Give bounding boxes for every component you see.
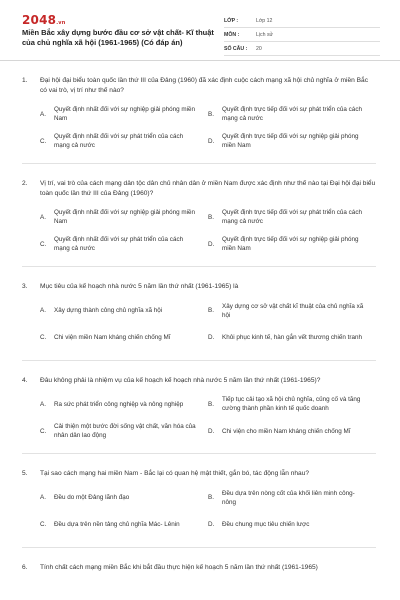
option-letter: C. [40, 427, 47, 435]
option-text: Tiếp tục cải tạo xã hội chủ nghĩa, củng cố và tăng cường thành phần kinh tế quốc doanh [222, 396, 361, 412]
option-letter: D. [208, 334, 215, 341]
option-text: Khôi phục kinh tế, hàn gắn vết thương chiến tranh [222, 334, 362, 341]
option-letter: C. [40, 521, 47, 528]
question-block [0, 376, 400, 455]
question-text [22, 469, 376, 479]
option-letter: C. [40, 240, 47, 248]
question-divider [22, 360, 376, 361]
question-number: 6. [22, 563, 28, 571]
answer-option[interactable] [208, 300, 376, 322]
question-text [22, 376, 376, 386]
answer-option[interactable] [40, 514, 208, 536]
option-text: Đều dựa trên nòng cốt của khối liên minh công- nông [222, 489, 355, 506]
option-letter: D. [208, 521, 215, 528]
meta-row-class [224, 14, 380, 28]
option-text: Quyết định nhất đối với sự phát triển của cách mạng cả nước [54, 133, 184, 149]
answer-option[interactable] [208, 420, 376, 442]
option-letter: C. [40, 137, 47, 145]
question-number: 4. [22, 376, 28, 384]
question-divider [22, 547, 376, 548]
meta-value: Lịch sử [256, 31, 274, 38]
option-text: Đều do một Đảng lãnh đạo [54, 494, 130, 501]
answer-option[interactable] [208, 514, 376, 536]
question-number: 3. [22, 283, 28, 290]
meta-value: 20 [256, 45, 262, 52]
site-logo[interactable] [22, 13, 66, 27]
document-title: Miền Bắc xây dựng bước đầu cơ sở vật chất- Kĩ thuật của chủ nghĩa xã hội (1961-1965) (Có đáp án) [22, 28, 214, 47]
meta-row-subject [224, 28, 380, 42]
meta-value: Lớp 12 [256, 17, 273, 24]
meta-label: LỚP : [224, 17, 239, 24]
meta-row-count [224, 42, 380, 56]
answer-option[interactable] [208, 393, 376, 415]
question-body: Vị trí, vai trò của cách mạng dân tộc dân chủ nhân dân ở miền Nam được xác định như thế nào tại Đại hội đại biểu toàn quốc lần thứ III của Đảng (1960)? [40, 180, 376, 197]
question-body: Đâu không phải là nhiệm vụ của kế hoạch kế hoạch nhà nước 5 năm lần thứ nhất (1961-1965)? [40, 376, 321, 384]
logo-suffix: .vn [56, 20, 66, 26]
answer-options [22, 487, 376, 541]
option-text: Xây dựng thành công chủ nghĩa xã hội [54, 307, 163, 314]
option-letter: D. [208, 240, 215, 248]
option-letter: A. [40, 307, 46, 314]
option-text: Đều chung mục tiêu chiến lược [222, 521, 310, 528]
answer-option[interactable] [40, 487, 208, 509]
option-text: Ra sức phát triển công nghiệp và nông nghiệp [54, 400, 184, 408]
answer-options [22, 206, 376, 260]
option-text: Cải thiện một bước đời sống vật chất, văn hóa của nhân dân lao động [54, 423, 196, 439]
question-body: Mục tiêu của kế hoạch nhà nước 5 năm lần thứ nhất (1961-1965) là [40, 283, 239, 290]
meta-label: MÔN : [224, 31, 240, 38]
option-text: Chi viện cho miền Nam kháng chiến chống Mĩ [222, 427, 351, 435]
option-text: Quyết định nhất đối với sự nghiệp giải phóng miền Nam [54, 209, 196, 225]
option-letter: B. [208, 110, 214, 118]
question-divider [22, 453, 376, 454]
answer-option[interactable] [40, 130, 208, 152]
question-block [0, 563, 400, 573]
answer-options [22, 393, 376, 447]
question-body: Đại hội đại biểu toàn quốc lần thứ III của Đảng (1960) đã xác định cuộc cách mạng xã hội chủ nghĩa ở miền Bắc có vai trò, vị trí như thế nào? [40, 77, 369, 94]
answer-option[interactable] [40, 206, 208, 228]
option-letter: B. [208, 400, 214, 408]
question-list [0, 76, 400, 587]
question-body: Tính chất cách mạng miền Bắc khi bắt đầu thực hiện kế hoạch 5 năm lần thứ nhất (1961-1965) [40, 563, 318, 571]
answer-options [22, 300, 376, 354]
answer-option[interactable] [208, 206, 376, 228]
option-text: Quyết định trực tiếp đối với sự nghiệp giải phóng miền Nam [222, 133, 359, 149]
question-text [22, 282, 376, 292]
answer-option[interactable] [208, 487, 376, 509]
option-letter: A. [40, 400, 46, 408]
option-letter: A. [40, 494, 46, 501]
logo-main: 2048 [22, 13, 57, 27]
answer-option[interactable] [40, 393, 208, 415]
answer-options [22, 103, 376, 157]
option-text: Xây dựng cơ sở vật chất kĩ thuật của chủ nghĩa xã hội [222, 302, 364, 319]
question-block [0, 76, 400, 164]
question-text [22, 179, 376, 198]
answer-option[interactable] [208, 327, 376, 349]
question-number: 1. [22, 77, 28, 84]
question-text [22, 563, 376, 573]
question-divider [22, 163, 376, 164]
question-text [22, 76, 376, 95]
question-divider [22, 266, 376, 267]
question-block [0, 282, 400, 361]
answer-option[interactable] [208, 103, 376, 125]
question-number: 2. [22, 180, 28, 187]
answer-option[interactable] [40, 103, 208, 125]
question-body: Tại sao cách mạng hai miền Nam - Bắc lại có quan hệ mật thiết, gắn bó, tác động lẫn nhau? [40, 470, 310, 477]
option-text: Đều dựa trên nền tảng chủ nghĩa Mác- Lênin [54, 521, 180, 528]
option-text: Quyết định nhất đối với sự nghiệp giải phóng miền Nam [54, 106, 196, 122]
option-letter: B. [208, 213, 214, 221]
option-text: Quyết định trực tiếp đối với sự nghiệp giải phóng miền Nam [222, 236, 359, 252]
option-letter: B. [208, 494, 214, 501]
option-letter: A. [40, 110, 46, 118]
option-text: Chi viện miền Nam kháng chiến chống Mĩ [54, 334, 171, 341]
option-letter: D. [208, 137, 215, 145]
meta-label: SỐ CÂU : [224, 45, 248, 52]
option-text: Quyết định nhất đối với sự phát triển của cách mạng cả nước [54, 236, 184, 252]
answer-option[interactable] [208, 130, 376, 152]
option-letter: C. [40, 334, 47, 341]
option-text: Quyết định trực tiếp đối với sự phát triển của cách mạng cả nước [222, 209, 362, 225]
option-text: Quyết định trực tiếp đối với sự phát triển của cách mạng cả nước [222, 106, 362, 122]
question-block [0, 179, 400, 267]
question-number: 5. [22, 470, 28, 477]
question-block [0, 469, 400, 548]
answer-option[interactable] [208, 233, 376, 255]
header [0, 0, 400, 61]
option-letter: A. [40, 213, 46, 221]
answer-option[interactable] [40, 233, 208, 255]
document-meta [224, 14, 380, 56]
answer-option[interactable] [40, 300, 208, 322]
answer-option[interactable] [40, 327, 208, 349]
answer-option[interactable] [40, 420, 208, 442]
option-letter: B. [208, 307, 214, 314]
option-letter: D. [208, 427, 215, 435]
